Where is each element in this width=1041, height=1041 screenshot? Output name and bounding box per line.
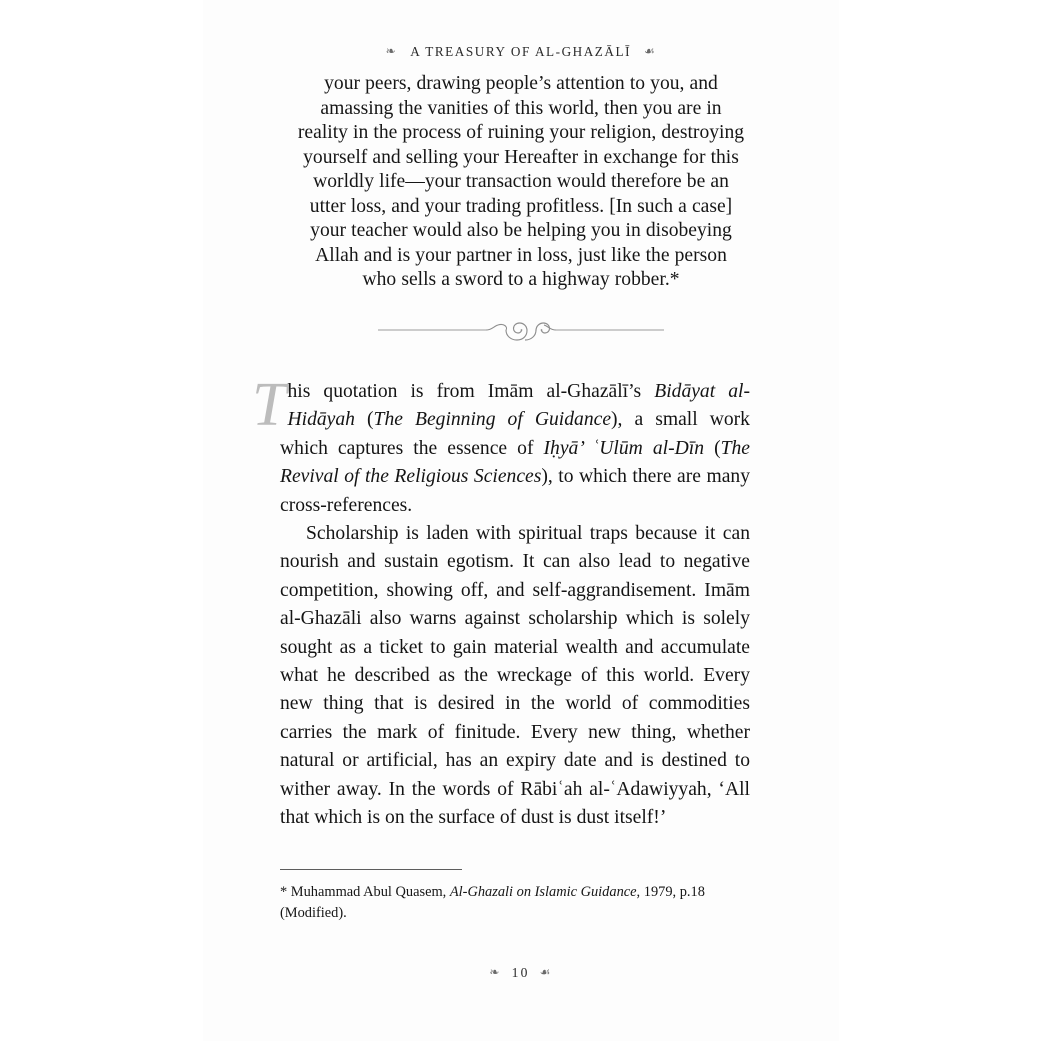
book-page-sheet (203, 0, 839, 1041)
body-text-column (252, 371, 751, 833)
leaf-ornament-icon: ☙ (539, 965, 553, 979)
block-quotation (275, 72, 767, 293)
quotation-line: amassing the vanities of this world, then you are in (320, 97, 722, 119)
book-title-translation-1: The Beginning of Guidance (373, 409, 612, 431)
footnote-marker: * (280, 884, 288, 900)
footnote-source-title: Al-Ghazali on Islamic Guidance (449, 884, 637, 900)
folio (203, 965, 839, 981)
footnote-prefix: Muhammad Abul Quasem, (287, 884, 450, 900)
quotation-line: reality in the process of ruining your religion, destroying (297, 122, 745, 143)
book-title-translation-2: The Revival of the Religious Sciences (280, 437, 750, 488)
p1-segment: ), a small work which captures the essence of (280, 409, 750, 459)
footnote-suffix: , 1979, p.18 (Modified). (280, 884, 705, 921)
footnote-text (280, 882, 752, 923)
quotation-line: yourself and selling your Hereafter in exchange for this (303, 146, 739, 168)
drop-cap-letter: T (252, 371, 287, 439)
paragraph-1 (252, 371, 751, 520)
quotation-line: Allah and is your partner in loss, just like the person (315, 244, 727, 266)
footnote (280, 869, 752, 923)
p1-segment: his quotation is from Imām al-Ghazālī’s (287, 381, 655, 402)
p1-segment: ( (704, 437, 721, 459)
leaf-ornament-icon: ❧ (489, 965, 502, 979)
quotation-line: your peers, drawing people’s attention to you, and (324, 73, 718, 94)
book-title-ihya: Iḥyā’ ʿUlūm al-Dīn (543, 437, 705, 459)
ornamental-divider (378, 313, 664, 347)
leaf-ornament-icon: ☙ (644, 44, 657, 58)
running-head (203, 44, 839, 60)
double-spiral-scroll-icon (378, 313, 664, 347)
quotation-line: who sells a sword to a highway robber.* (362, 269, 680, 290)
paragraph-2: Scholarship is laden with spiritual traps because it can nourish and sustain egotism. It can also lead to negative competition, showing off, and self-aggrandisement. Imām al-Ghazāli also warns against scholarship which is solely sought as a ticket to gain material wealth and accumulate what he described as the wreckage of this world. Every new thing that is desired in the world of commodities carries the mark of finitude. Every new thing, whether natural or artificial, has an expiry date and is destined to wither away. In the words of Rābiʿah al-ʿAdawiyyah, ‘All that which is on the surface of dust is dust itself!’ (280, 523, 750, 829)
page-number: 10 (511, 965, 530, 980)
quotation-line: your teacher would also be helping you in disobeying (310, 220, 732, 241)
quotation-line: worldly life—your transaction would therefore be an (313, 171, 729, 192)
book-title-bidayat: Bidāyat al-Hidāyah (287, 381, 751, 431)
running-head-title: A TREASURY OF AL-GHAZĀLĪ (410, 44, 632, 59)
leaf-ornament-icon: ❧ (385, 44, 398, 58)
p1-segment: ( (354, 409, 374, 431)
quotation-line: utter loss, and your trading profitless. [In such a case] (309, 195, 733, 217)
footnote-separator-rule (280, 869, 462, 870)
p1-segment: ), to which there are many cross-references. (280, 466, 750, 516)
